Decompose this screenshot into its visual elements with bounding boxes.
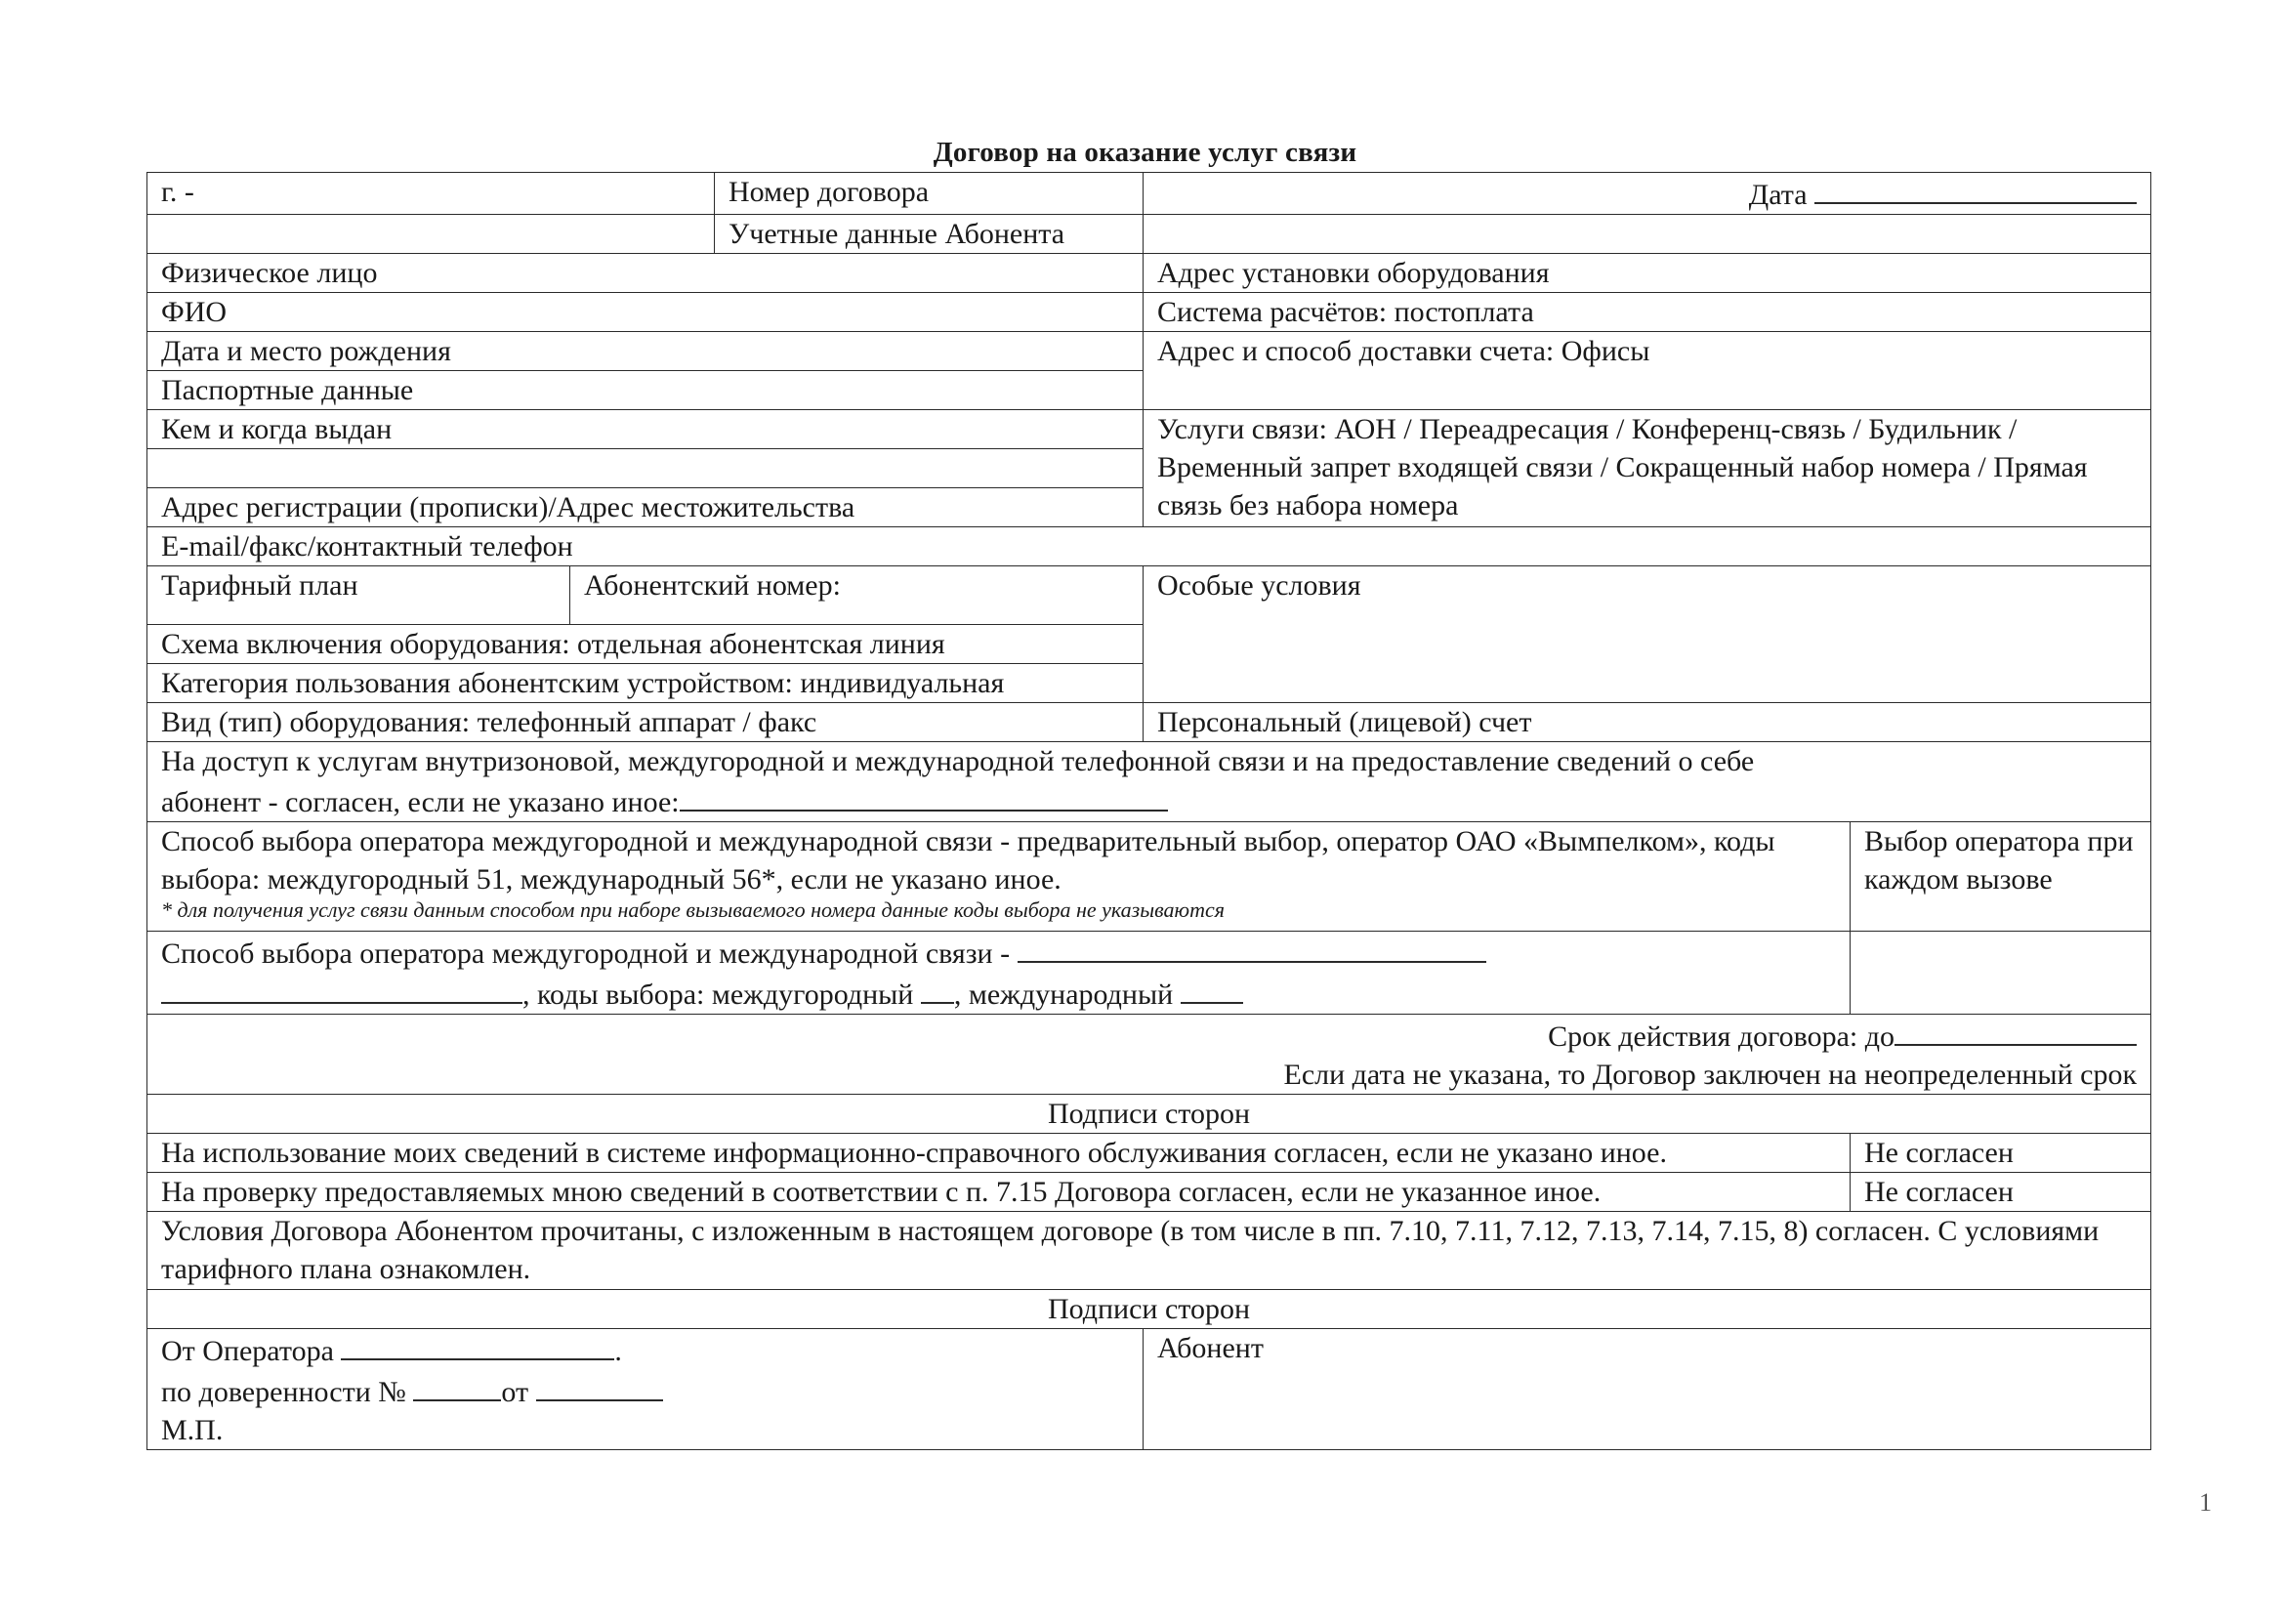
info-disagree-cell[interactable] (1851, 1134, 2151, 1173)
term-date-blank[interactable] (1894, 1015, 2137, 1046)
proxy-number-label: № (378, 1376, 406, 1408)
operator-other-codes: , коды выбора: междугородный (522, 979, 914, 1011)
special-conditions-cell[interactable] (1144, 566, 2151, 703)
subscriber-signature-label: Абонент (1157, 1332, 1264, 1364)
access-consent-cell (147, 742, 2151, 822)
signatures-heading (147, 1095, 2151, 1134)
category-label: Категория пользования абонентским устройством: индивидуальная (161, 667, 1005, 699)
operator-name-blank[interactable] (1018, 932, 1486, 963)
operator-other-line1: Способ выбора оператора междугородной и международной связи - (161, 937, 1011, 970)
empty-cell (1851, 932, 2151, 1015)
intl-code-blank[interactable] (1181, 973, 1243, 1004)
operator-signature-blank[interactable] (341, 1329, 614, 1360)
services-cell (1144, 410, 2151, 527)
install-address-cell[interactable] (1144, 254, 2151, 293)
fio-cell[interactable] (147, 293, 1144, 332)
date-blank[interactable] (1814, 173, 2137, 204)
subscriber-data-cell (715, 215, 1144, 254)
page-title: Договор на оказание услуг связи (933, 137, 1357, 168)
signatures-label: Подписи сторон (1047, 1098, 1251, 1130)
info-disagree-label: Не согласен (1864, 1137, 2014, 1169)
issued-label: Кем и когда выдан (161, 413, 393, 445)
operator-other-intl: , международный (953, 979, 1174, 1011)
access-consent-line2: абонент - согласен, если не указано иное: (161, 786, 680, 818)
info-consent-text: На использование моих сведений в системе информационно-справочного обслуживания согласен, если не указано иное. (161, 1137, 1667, 1169)
individual-cell (147, 254, 1144, 293)
individual-label: Физическое лицо (161, 257, 378, 289)
scheme-cell (147, 625, 1144, 664)
operator-signature-cell[interactable]: От Оператора . по доверенности № от М.П. (147, 1329, 1144, 1450)
passport-label: Паспортные данные (161, 374, 414, 406)
check-consent-cell (147, 1173, 1851, 1212)
contract-form (146, 172, 2151, 1450)
proxy-number-blank[interactable] (413, 1370, 501, 1401)
check-disagree-cell[interactable] (1851, 1173, 2151, 1212)
contract-number-cell[interactable] (715, 173, 1144, 215)
address-cell[interactable] (147, 488, 1144, 527)
account-cell[interactable] (1144, 703, 2151, 742)
intercity-code-blank[interactable] (921, 973, 954, 1004)
each-call-cell[interactable] (1851, 822, 2151, 932)
empty-cell (1144, 215, 2151, 254)
info-consent-cell (147, 1134, 1851, 1173)
operator-other-cell (147, 932, 1851, 1015)
terms-consent-text: Условия Договора Абонентом прочитаны, с изложенным в настоящем договоре (в том числе в пп. 7.10, 7.11, 7.12, 7.13, 7.14, 7.15, 8) согласен. С условиями тарифного плана ознакомлен. (161, 1215, 2100, 1285)
subscriber-number-cell[interactable] (570, 566, 1144, 625)
billing-cell (1144, 293, 2151, 332)
birth-cell[interactable] (147, 332, 1144, 371)
proxy-from-label: от (501, 1376, 529, 1408)
date-label: Дата (1748, 179, 1808, 211)
services-label: Услуги связи: АОН / Переадресация / Конференц-связь / Будильник / Временный запрет входящей связи / Сокращенный набор номера / Прямая связь без набора номера (1157, 413, 2088, 521)
special-conditions-label: Особые условия (1157, 569, 1361, 602)
page-number: 1 (2199, 1488, 2212, 1517)
operator-signature-label: От Оператора (161, 1335, 334, 1367)
term-cell (147, 1015, 2151, 1095)
contact-cell[interactable] (147, 527, 2151, 566)
signatures-label: Подписи сторон (1047, 1293, 1251, 1325)
each-call-label: Выбор оператора при каждом вызове (1864, 825, 2134, 895)
equipment-cell (147, 703, 1144, 742)
operator-preselect-text: Способ выбора оператора междугородной и международной связи - предварительный выбор, оператор ОАО «Вымпелком», коды выбора: междугородный 51, международный 56*, если не указано иное. (161, 825, 1775, 895)
birth-label: Дата и место рождения (161, 335, 451, 367)
scheme-label: Схема включения оборудования: отдельная абонентская линия (161, 628, 945, 660)
issued-cell[interactable] (147, 410, 1144, 449)
stamp-label: М.П. (161, 1414, 224, 1446)
signatures-heading (147, 1290, 2151, 1329)
contact-label: E-mail/факс/контактный телефон (161, 530, 573, 562)
category-cell (147, 664, 1144, 703)
passport-cell[interactable] (147, 371, 1144, 410)
proxy-date-blank[interactable] (536, 1370, 663, 1401)
address-label: Адрес регистрации (прописки)/Адрес местожительства (161, 491, 855, 523)
billing-label: Система расчётов: постоплата (1157, 296, 1534, 328)
subscriber-signature-cell[interactable] (1144, 1329, 2151, 1450)
operator-preselect-note: * для получения услуг связи данным способом при наборе вызываемого номера данные коды выбора не указываются (161, 897, 1225, 922)
install-address-label: Адрес установки оборудования (1157, 257, 1550, 289)
term-line1: Срок действия договора: до (1548, 1020, 1895, 1053)
contract-number-label: Номер договора (729, 176, 930, 208)
check-consent-text: На проверку предоставляемых мною сведений в соответствии с п. 7.15 Договора согласен, если не указанное иное. (161, 1176, 1602, 1208)
proxy-label: по доверенности (161, 1376, 371, 1408)
empty-cell (147, 215, 715, 254)
subscriber-data-label: Учетные данные Абонента (729, 218, 1065, 250)
equipment-label: Вид (тип) оборудования: телефонный аппарат / факс (161, 706, 817, 738)
operator-preselect-cell (147, 822, 1851, 932)
account-label: Персональный (лицевой) счет (1157, 706, 1532, 738)
issued-blank-cell[interactable] (147, 449, 1144, 488)
check-disagree-label: Не согласен (1864, 1176, 2014, 1208)
tariff-plan-label: Тарифный план (161, 569, 358, 602)
date-cell[interactable] (1144, 173, 2151, 215)
access-consent-line1: На доступ к услугам внутризоновой, междугородной и международной телефонной связи и на предоставление сведений о себе (161, 745, 1755, 777)
tariff-plan-cell[interactable] (147, 566, 570, 625)
delivery-label: Адрес и способ доставки счета: Офисы (1157, 335, 1650, 367)
access-consent-blank[interactable] (680, 780, 1168, 812)
delivery-cell (1144, 332, 2151, 410)
operator-other-blank[interactable] (161, 973, 522, 1004)
city-label: г. - (161, 176, 194, 208)
terms-consent-cell (147, 1212, 2151, 1290)
city-cell[interactable] (147, 173, 715, 215)
fio-label: ФИО (161, 296, 228, 328)
subscriber-number-label: Абонентский номер: (584, 569, 841, 602)
term-line2: Если дата не указана, то Договор заключен на неопределенный срок (1283, 1059, 2138, 1091)
